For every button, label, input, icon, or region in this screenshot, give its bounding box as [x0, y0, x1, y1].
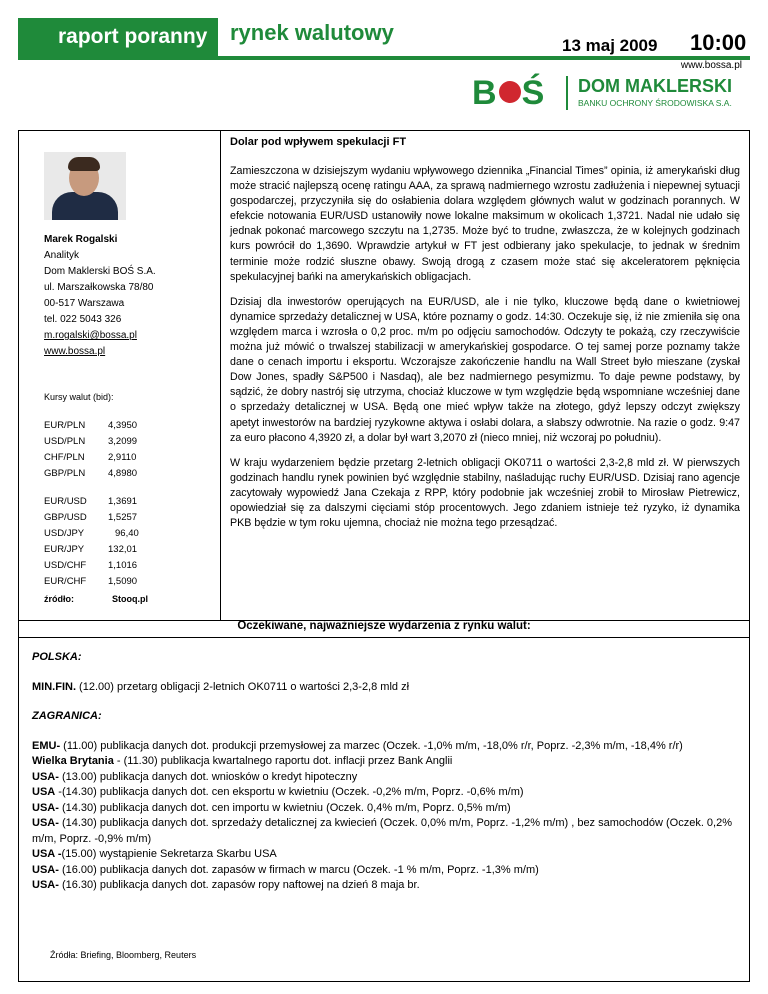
- article-paragraph: Zamieszczona w dzisiejszym wydaniu wpływowego dziennika „Financial Times” opinia, iż amerykański dług może stracić najlepszą ocenę ratingu AAA, za sprawą nadmiernego wzrostu zadłużenia i niepewnej sytuacji gospodarczej, przyczyniła się do osłabienia dolara względem głównych walut w godzinach porannych. W efekcie notowania EUR/USD ustanowiły nowe lokalne maksimum w okolicach 1,3721. Nadal nie udało się jednak pokonać marcowego szczytu na 1,2735. Może być to trudne, zwłaszcza, że w kolejnych godzinach kurs powrócił do 1,3690. Wprawdzie artykuł w FT jest odbierany jako spekulacje, to jednak w średnim terminie może rodzić słuszne obawy. Swoją drogą z czasem może stać się akceleratorem pęknięcia spekulacyjnej bańki na amerykańskich obligacjach.: [230, 165, 740, 283]
- author-street: ul. Marszałkowska 78/80: [44, 282, 154, 293]
- author-www-link[interactable]: www.bossa.pl: [44, 346, 106, 357]
- section-divider-bottom: [18, 637, 750, 638]
- fx-row: CHF/PLN 2,9110: [44, 452, 137, 463]
- event-item: USA- (14.30) publikacja danych dot. sprzedaży detalicznej za kwiecień (Oczek. 0,0% m/m, Poprz. -1,2% m/m) , bez samochodów (Oczek. 0,2% m/m, Poprz. -0,9% m/m): [32, 817, 733, 845]
- fx-rates-table: [44, 418, 184, 590]
- fx-row: USD/CHF 1,1016: [44, 560, 138, 571]
- site-url-link[interactable]: www.bossa.pl: [680, 60, 742, 71]
- event-item: USA -(14.30) publikacja danych dot. cen eksportu w kwietniu (Oczek. -0,2% m/m, Poprz. -0,6% m/m): [32, 786, 524, 798]
- article-headline: Dolar pod wpływem spekulacji FT: [230, 136, 407, 148]
- author-company: Dom Maklerski BOŚ S.A.: [44, 266, 156, 277]
- article-paragraph: Dzisiaj dla inwestorów operujących na EUR/USD, ale i nie tylko, kluczowe będą dane o kwietniowej dynamice sprzedaży detalicznej w USA, które poznamy o godz. 14:30. Oczekuje się, iż nie zmieniła się ona względem marca i wzrosła o 0,2 proc. m/m po odjęciu samochodów. Odczyty te pokażą, czy rzeczywiście można już mówić o trwalszej stabilizacji w amerykańskiej gospodarce. O tej samej porze poznamy także dane o cenach importu i eksportu. Wczorajsze zakończenie handlu na Wall Street było mieszane (zyskał Dow Jones, spadły S&P500 i Nasdaq), ale bez nadmiernego pesymizmu. To daje pewne podstawy, by sądzić, że dobry nastrój się utrzyma, chociaż kluczowe w tym względzie będą wspomniane wcześniej dane o sprzedaży detalicznej w USA. Będą one mieć wpływ także na złotego, gdyż lepszy odczyt zwiększy apetyt inwestorów na bardziej ryzykowne aktywa i osłabi dolara, a słabszy odwrotnie. Na razie o godz. 9:47 za euro płacono 4,3920 zł, a dolar był wart 3,2070 zł (nieco mniej, niż wczoraj po południu).: [230, 295, 740, 444]
- fx-row: GBP/PLN 4,8980: [44, 468, 138, 479]
- fx-row: EUR/JPY 132,01: [44, 544, 138, 555]
- event-item: USA- (16.30) publikacja danych dot. zapasów ropy naftowej na dzień 8 maja br.: [32, 879, 420, 891]
- author-phone: tel. 022 5043 326: [44, 314, 122, 325]
- footer-sources: Źródła: Briefing, Bloomberg, Reuters: [50, 950, 197, 960]
- event-item: USA -(15.00) wystąpienie Sekretarza Skarbu USA: [32, 848, 277, 860]
- author-photo: [44, 152, 126, 220]
- event-item: USA- (14.30) publikacja danych dot. cen importu w kwietniu (Oczek. 0,4% m/m, Poprz. 0,5% m/m): [32, 801, 511, 814]
- fx-rates-label: Kursy walut (bid):: [44, 392, 114, 402]
- fx-source-value: Stooq.pl: [112, 594, 148, 604]
- article-body: [230, 164, 740, 541]
- author-name: Marek Rogalski: [44, 234, 118, 245]
- author-role: Analityk: [44, 250, 80, 261]
- fx-row: EUR/PLN 4,3950: [44, 420, 138, 431]
- abroad-heading: ZAGRANICA:: [32, 710, 102, 722]
- fx-row: EUR/USD 1,3691: [44, 496, 138, 507]
- event-item: USA- (16.00) publikacja danych dot. zapasów w firmach w marcu (Oczek. -1 % m/m, Poprz. -1,3% m/m): [32, 863, 539, 876]
- fx-row: GBP/USD 1,5257: [44, 512, 138, 523]
- events-list: [32, 650, 742, 894]
- event-item: EMU- (11.00) publikacja danych dot. produkcji przemysłowej za marzec (Oczek. -1,0% m/m, -18,0% r/r, Poprz. -2,3% m/m, -18,4% r/r): [32, 739, 683, 752]
- event-item: USA- (13.00) publikacja danych dot. wniosków o kredyt hipoteczny: [32, 770, 358, 783]
- report-name: raport poranny: [18, 18, 218, 56]
- event-item: MIN.FIN. (12.00) przetarg obligacji 2-letnich OK0711 o wartości 2,3-2,8 mld zł: [32, 680, 410, 693]
- poland-heading: POLSKA:: [32, 651, 82, 663]
- article-paragraph: W kraju wydarzeniem będzie przetarg 2-letnich obligacji OK0711 o wartości 2,3-2,8 mld zł. W pierwszych godzinach handlu rynek powinien być względnie stabilny, naśladując ruchy EUR/USD. Dzisiaj rano agencje zacytowały wypowiedź Jana Czekaja z RPP, który podobnie jak wcześniej zrobił to Mirosław Pietrewicz, opowiedział się za dalszymi cięciami stóp procentowych. Jego zdaniem istnieje też ryzyko, iż dynamika PKB będzie w tym roku ujemna, chociaż nie można tego przesądzać.: [230, 456, 740, 530]
- fx-source-label: źródło:: [44, 594, 74, 604]
- logo-subtitle: BANKU OCHRONY ŚRODOWISKA S.A.: [578, 98, 732, 108]
- maple-leaf-icon: [499, 81, 521, 103]
- bos-wordmark: B Ś: [472, 74, 546, 112]
- events-title: Oczekiwane, najważniejsze wydarzenia z rynku walut:: [237, 620, 531, 632]
- report-time: 10:00: [690, 30, 747, 55]
- logo-divider: [566, 76, 568, 110]
- fx-row: EUR/CHF 1,5090: [44, 576, 138, 587]
- fx-row: USD/PLN 3,2099: [44, 436, 138, 447]
- author-card: [44, 232, 156, 360]
- logo-dom-maklerski: DOM MAKLERSKI: [578, 76, 732, 96]
- column-divider: [220, 130, 221, 620]
- bos-logo: [472, 74, 742, 112]
- report-type: rynek walutowy: [230, 20, 394, 45]
- author-email-link[interactable]: m.rogalski@bossa.pl: [44, 330, 137, 341]
- event-item: Wielka Brytania - (11.30) publikacja kwartalnego raportu dot. inflacji przez Bank Anglii: [32, 755, 453, 767]
- report-date: 13 maj 2009: [562, 36, 658, 55]
- author-city: 00-517 Warszawa: [44, 298, 125, 309]
- fx-row: USD/JPY 96,40: [44, 528, 139, 539]
